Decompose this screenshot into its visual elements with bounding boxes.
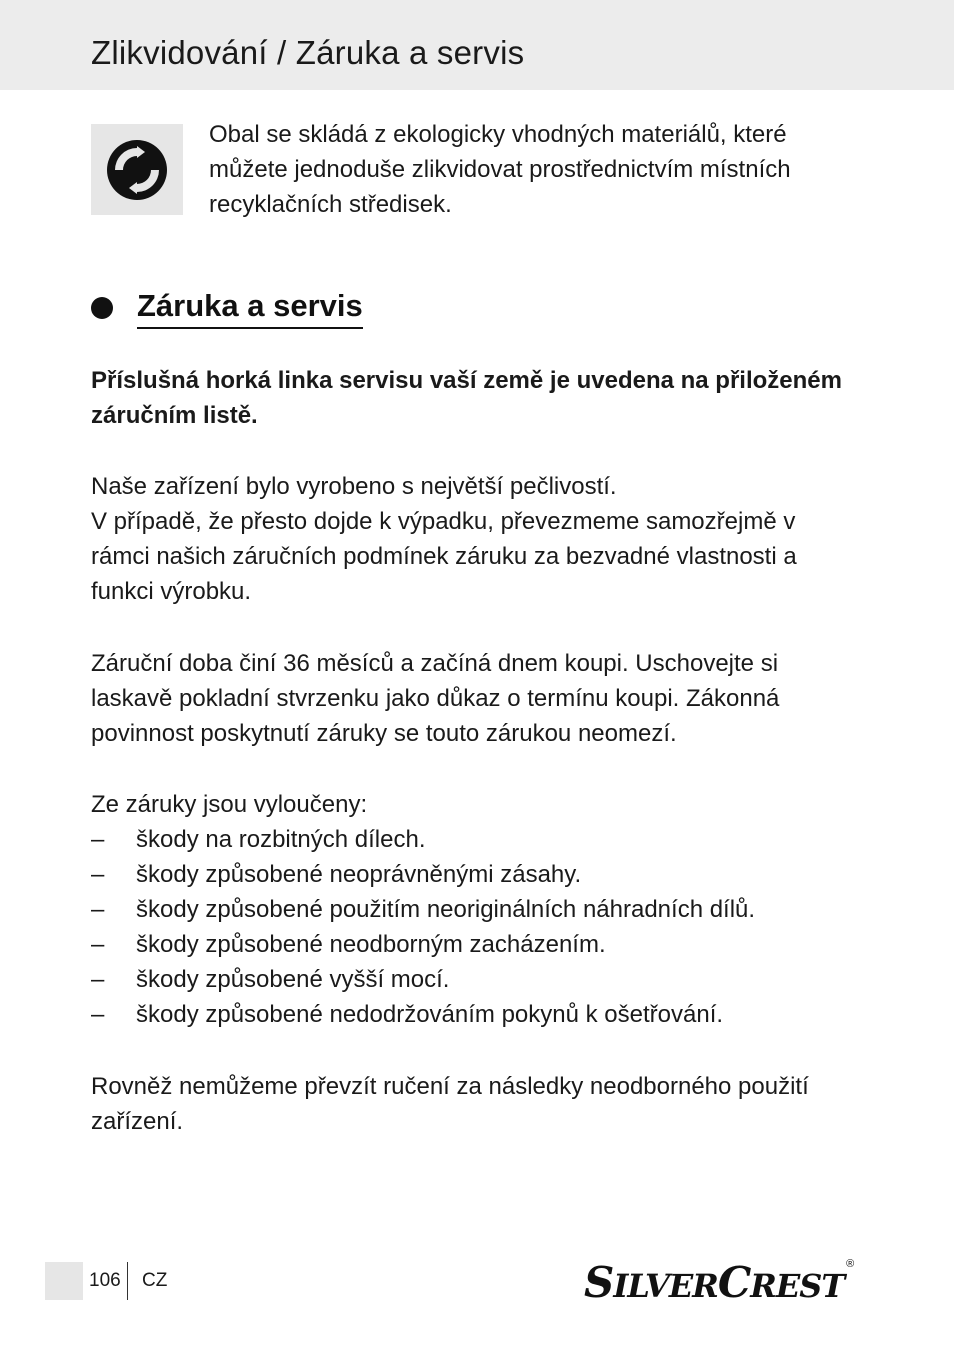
care-paragraph <box>91 469 851 609</box>
list-item-text: škody způsobené neoprávněnými zásahy. <box>136 861 582 888</box>
footer-divider <box>127 1262 128 1300</box>
liability-paragraph: Rovněž nemůžeme převzít ručení za následky neodborného použití zařízení. <box>91 1073 809 1135</box>
dash-bullet: – <box>91 1001 105 1028</box>
list-item-text: škody způsobené vyšší mocí. <box>136 966 450 993</box>
list-item <box>91 892 851 927</box>
recycle-icon-box <box>91 124 183 215</box>
exclusions-intro: Ze záruky jsou vyloučeny: <box>91 791 368 818</box>
registered-mark: ® <box>846 1258 855 1270</box>
brand-letter-c: C <box>717 1258 751 1307</box>
dash-bullet: – <box>91 861 105 888</box>
brand-ilver: ILVER <box>613 1267 718 1305</box>
dash-bullet: – <box>91 896 105 923</box>
language-code: CZ <box>142 1270 168 1291</box>
list-item-text: škody na rozbitných dílech. <box>136 826 426 853</box>
brand-letter-s: S <box>584 1258 614 1307</box>
list-item-text: škody způsobené použitím neoriginálních náhradních dílů. <box>136 896 756 923</box>
dash-bullet: – <box>91 931 105 958</box>
page-title: Zlikvidování / Záruka a servis <box>91 34 525 71</box>
bullet-dot-icon <box>91 297 113 319</box>
section-title: Záruka a servis <box>137 287 363 329</box>
section-heading <box>91 287 363 329</box>
list-item <box>91 997 851 1032</box>
brand-logo <box>584 1258 854 1307</box>
dash-bullet: – <box>91 966 105 993</box>
hotline-notice: Příslušná horká linka servisu vaší země je uvedena na přiloženém záručním listě. <box>91 367 842 429</box>
list-item-text: škody způsobené neodborným zacházením. <box>136 931 606 958</box>
care-line-1: Naše zařízení bylo vyrobeno s největší pečlivostí. <box>91 473 617 500</box>
brand-rest: REST <box>750 1267 845 1305</box>
care-line-2: V případě, že přesto dojde k výpadku, převezmeme samozřejmě v rámci našich záručních podmínek záruku za bezvadné vlastnosti a funkci výrobku. <box>91 508 797 605</box>
dash-bullet: – <box>91 826 105 853</box>
warranty-period-paragraph: Záruční doba činí 36 měsíců a začíná dnem koupi. Uschovejte si laskavě pokladní stvrzenku jako důkaz o termínu koupi. Zákonná povinnost poskytnutí záruky se touto zárukou neomezí. <box>91 650 780 747</box>
footer-marker-box <box>45 1262 83 1300</box>
exclusions-list <box>91 822 851 1032</box>
page-number: 106 <box>89 1270 121 1291</box>
list-item <box>91 962 851 997</box>
list-item-text: škody způsobené nedodržováním pokynů k ošetřování. <box>136 1001 724 1028</box>
green-dot-recycling-icon <box>104 137 170 203</box>
list-item <box>91 857 851 892</box>
list-item <box>91 822 851 857</box>
list-item <box>91 927 851 962</box>
disposal-text: Obal se skládá z ekologicky vhodných materiálů, které můžete jednoduše zlikvidovat prostřednictvím místních recyklačních středisek. <box>209 121 791 218</box>
